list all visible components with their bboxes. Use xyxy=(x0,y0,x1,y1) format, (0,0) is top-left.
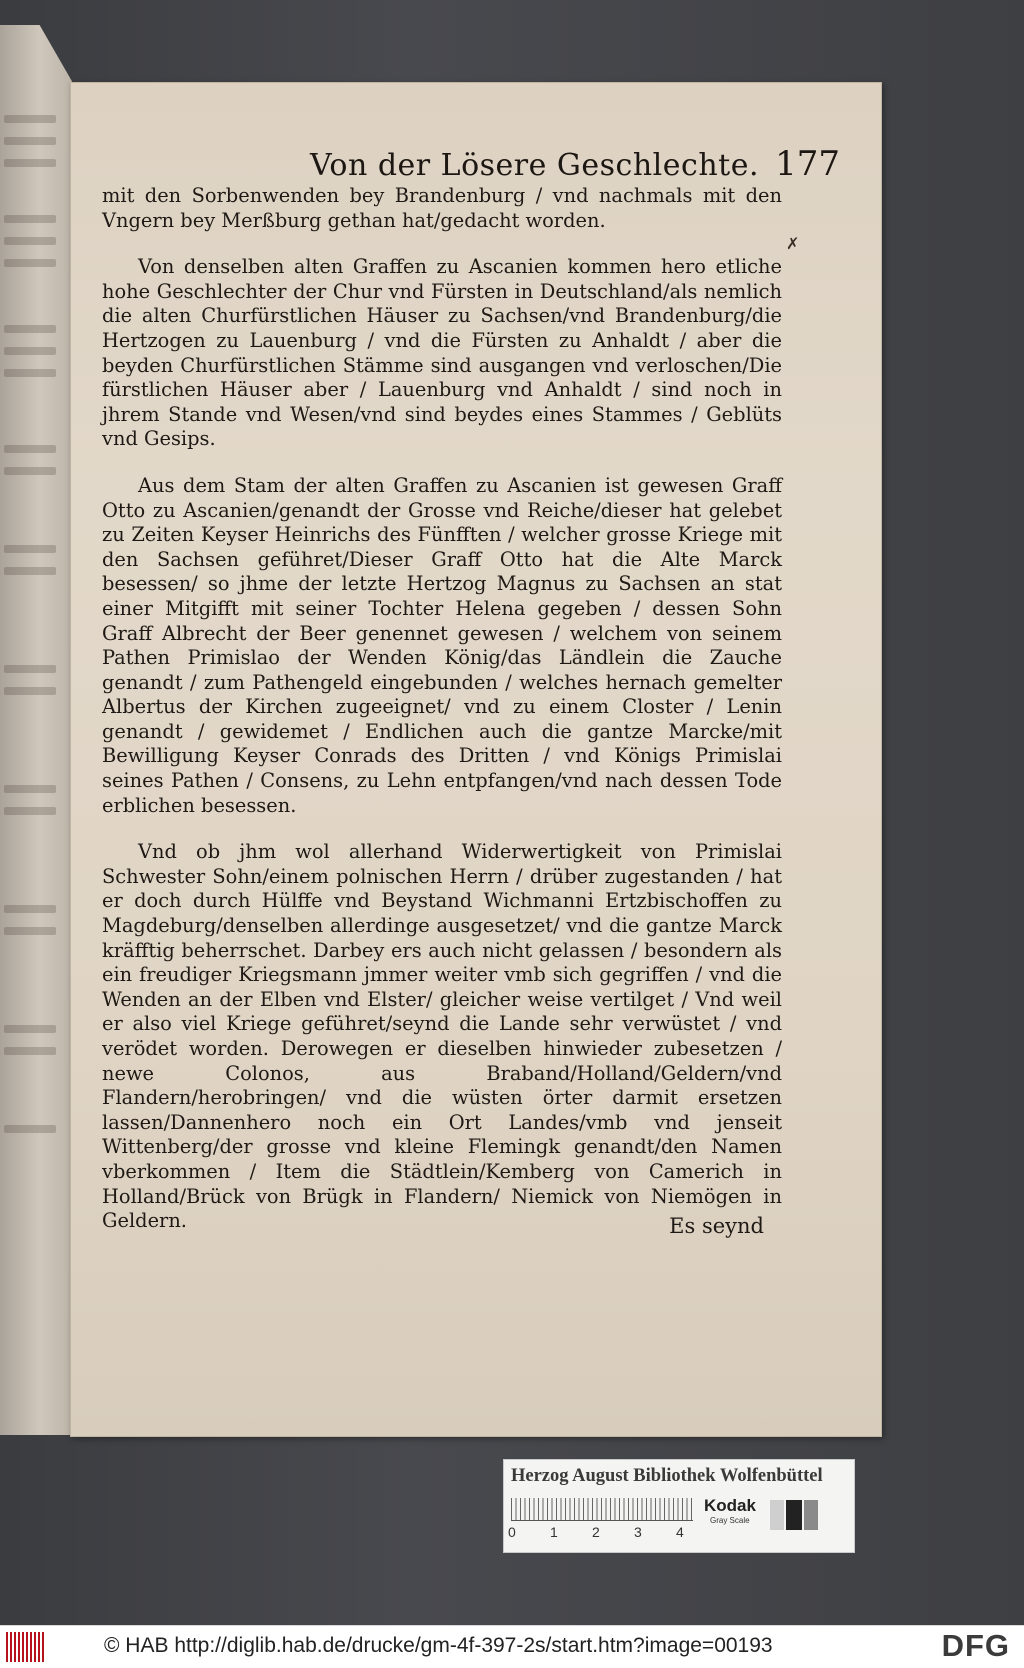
running-title: Von der Lösere Geschlechte. xyxy=(310,148,759,183)
color-reference-strip xyxy=(503,1459,855,1553)
copyright-link[interactable]: © HAB http://diglib.hab.de/drucke/gm-4f-397-2s/start.htm?image=00193 xyxy=(104,1634,773,1657)
paragraph: Aus dem Stam der alten Graffen zu Ascanien ist gewesen Graff Otto zu Ascanien/genandt der Grosse vnd Reiche/dieser hat gelebet zu Zeiten Keyser Heinrichs des Fünfften / welcher grosse Kriege mit den Sachsen geführet/Dieser Graff Otto hat die Alte Marck besessen/ so jhme der letzte Hertzog Magnus zu Sachsen an stat einer Mitgifft mit seiner Tochter Helena gegeben / dessen Sohn Graff Albrecht der Beer genennet gewesen / welchem von seinem Pathen Primislao der Wenden König/das Ländlein die Zauche genandt / zum Pathengeld eingebunden / welches hernach gemelter Albertus der Kirchen zugeeignet/ vnd zu einem Closter / Lenin genandt / gewidemet / Endlichen auch die gantze Marcke/mit Bewilligung Keyser Conrads des Dritten / vnd Königs Primislai seines Pathen / Consens, zu Lehn entpfangen/vnd nach dessen Tode erblichen besessen. xyxy=(102,473,782,817)
page-header xyxy=(240,144,840,188)
ghost-text-line xyxy=(4,347,56,355)
gray-patch xyxy=(786,1500,802,1530)
text-body xyxy=(102,184,782,1256)
ghost-text-line xyxy=(4,1047,56,1055)
ruler-labels xyxy=(508,1524,698,1544)
ghost-text-line xyxy=(4,137,56,145)
paragraph: Vnd ob jhm wol allerhand Widerwertigkeit von Primislai Schwester Sohn/einem polnischen Herrn / drüber zugestanden / hat er doch durch Hülffe vnd Beystand Wichmanni Ertzbischoffen zu Magdeburg/denselben allerdinge ausgesetzet/ vnd die gantze Marck kräfftig beherrschet. Darbey ers auch nicht gelassen / besondern als ein freudiger Kriegsmann jmmer weiter vmb sich gegriffen / vnd die Wenden an der Elben vnd Elster/ gleicher weise vertilget / Vnd weil er also viel Kriege geführet/seynd die Lande sehr verwüstet / vnd verödet worden. Derowegen er dieselben hinwieder zubesetzen / newe Colonos, aus Braband/Holland/Geldern/vnd Flandern/herobringen/ vnd die wüsten örter darmit ersetzen lassen/Dannenhero noch ein Ort Landes/vmb vnd jenseit Wittenberg/der grosse vnd kleine Flemingk genandt/den Namen vberkommen / Item die Städtlein/Kemberg von Camerich in Holland/Brück von Brügk in Flandern/ Niemick von Niemögen in Geldern. xyxy=(102,840,782,1233)
paragraph: mit den Sorbenwenden bey Brandenburg / vnd nachmals mit den Vngern bey Merßburg gethan hat/gedacht worden. xyxy=(102,184,782,232)
ghost-text-line xyxy=(4,445,56,453)
ghost-text-line xyxy=(4,905,56,913)
ruler-label: 3 xyxy=(634,1524,642,1540)
page-number: 177 xyxy=(775,144,840,184)
ruler-scale xyxy=(511,1498,693,1521)
ghost-text-line xyxy=(4,785,56,793)
ghost-text-line xyxy=(4,1125,56,1133)
book-page xyxy=(70,82,882,1437)
ruler-label: 0 xyxy=(508,1524,516,1540)
ghost-text-line xyxy=(4,567,56,575)
catchword: Es seynd xyxy=(669,1214,764,1238)
dfg-logo: DFG xyxy=(941,1628,1010,1663)
ghost-text-line xyxy=(4,467,56,475)
ghost-text-line xyxy=(4,1025,56,1033)
ghost-text-line xyxy=(4,807,56,815)
ruler-label: 4 xyxy=(676,1524,684,1540)
library-name: Herzog August Bibliothek Wolfenbüttel xyxy=(511,1466,823,1486)
ruler-label: 2 xyxy=(592,1524,600,1540)
kodak-brand: Kodak xyxy=(704,1496,756,1515)
previous-page-edge xyxy=(0,25,72,1435)
gray-scale-label: Gray Scale xyxy=(710,1516,750,1525)
ghost-text-line xyxy=(4,215,56,223)
footer-bar xyxy=(0,1625,1024,1668)
ghost-text-line xyxy=(4,369,56,377)
paragraph: Von denselben alten Graffen zu Ascanien kommen hero etliche hohe Geschlechter der Chur vnd Fürsten in Deutschland/als nemlich die alten Churfürstlichen Häuser zu Sachsen/vnd Brandenburg/die Hertzogen zu Lauenburg / vnd die Fürsten zu Anhaldt / aber die beyden Churfürstlichen Stämme sind ausgangen vnd verloschen/Die fürstlichen Häuser aber / Lauenburg vnd Anhaldt / sind noch in jhrem Stande vnd Wesen/vnd sind beydes eines Stammes / Geblüts vnd Gesips. xyxy=(102,255,782,451)
ghost-text-line xyxy=(4,115,56,123)
gray-patch xyxy=(804,1500,818,1530)
ghost-text-line xyxy=(4,159,56,167)
margin-mark: ✗ xyxy=(786,234,800,253)
ghost-text-line xyxy=(4,687,56,695)
ghost-text-line xyxy=(4,545,56,553)
ruler-label: 1 xyxy=(550,1524,558,1540)
ghost-text-line xyxy=(4,665,56,673)
ghost-text-line xyxy=(4,259,56,267)
barcode-icon xyxy=(6,1632,46,1662)
ghost-text-line xyxy=(4,927,56,935)
ghost-text-line xyxy=(4,237,56,245)
ghost-text-line xyxy=(4,325,56,333)
gray-patch xyxy=(770,1500,784,1530)
